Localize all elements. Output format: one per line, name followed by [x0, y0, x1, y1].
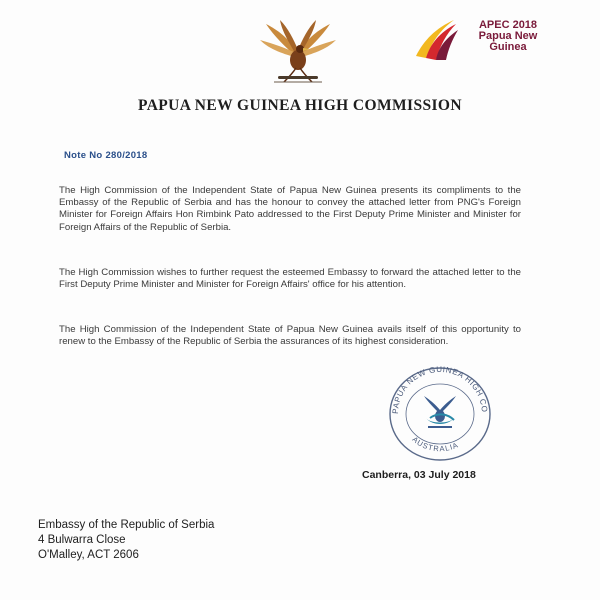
apec-2018-logo	[410, 16, 560, 62]
svg-text:PAPUA NEW GUINEA HIGH COMMIS: PAPUA NEW GUINEA HIGH CO	[390, 364, 490, 415]
body-paragraph-2: The High Commission wishes to further request the esteemed Embassy to forward the attached letter to the First Deputy Prime Minister and Minister for Foreign Affairs' office for his attention.	[59, 267, 521, 291]
letterhead-title: PAPUA NEW GUINEA HIGH COMMISSION	[138, 97, 462, 114]
recipient-line-3: O'Malley, ACT 2606	[38, 549, 139, 561]
body-paragraph-1: The High Commission of the Independent State of Papua New Guinea presents its compliments to the Embassy of the Republic of Serbia and has the honour to convey the attached letter from PNG's Foreign Minister for Foreign Affairs Hon Rimbink Pato addressed to the First Deputy Prime Minister and Minister for Foreign Affairs of the Republic of Serbia.	[59, 185, 521, 233]
recipient-line-1: Embassy of the Republic of Serbia	[38, 519, 215, 531]
recipient-address	[38, 518, 214, 563]
apec-logo-line2: Papua New	[478, 30, 538, 42]
apec-logo-line3: Guinea	[489, 41, 527, 53]
recipient-line-2: 4 Bulwarra Close	[38, 534, 126, 546]
note-number: Note No 280/2018	[64, 150, 148, 161]
svg-text:AUSTRALIA: AUSTRALIA	[410, 434, 461, 454]
official-seal-stamp	[382, 360, 498, 464]
place-date: Canberra, 03 July 2018	[362, 469, 476, 481]
apec-logo-line1: APEC 2018	[478, 19, 538, 31]
apec-swoosh-icon	[410, 16, 460, 62]
body-paragraph-3: The High Commission of the Independent State of Papua New Guinea avails itself of this opportunity to renew to the Embassy of the Republic of Serbia the assurances of its highest consideration.	[59, 324, 521, 348]
bird-of-paradise-crest-icon	[256, 18, 340, 88]
apec-logo-text	[458, 20, 558, 53]
